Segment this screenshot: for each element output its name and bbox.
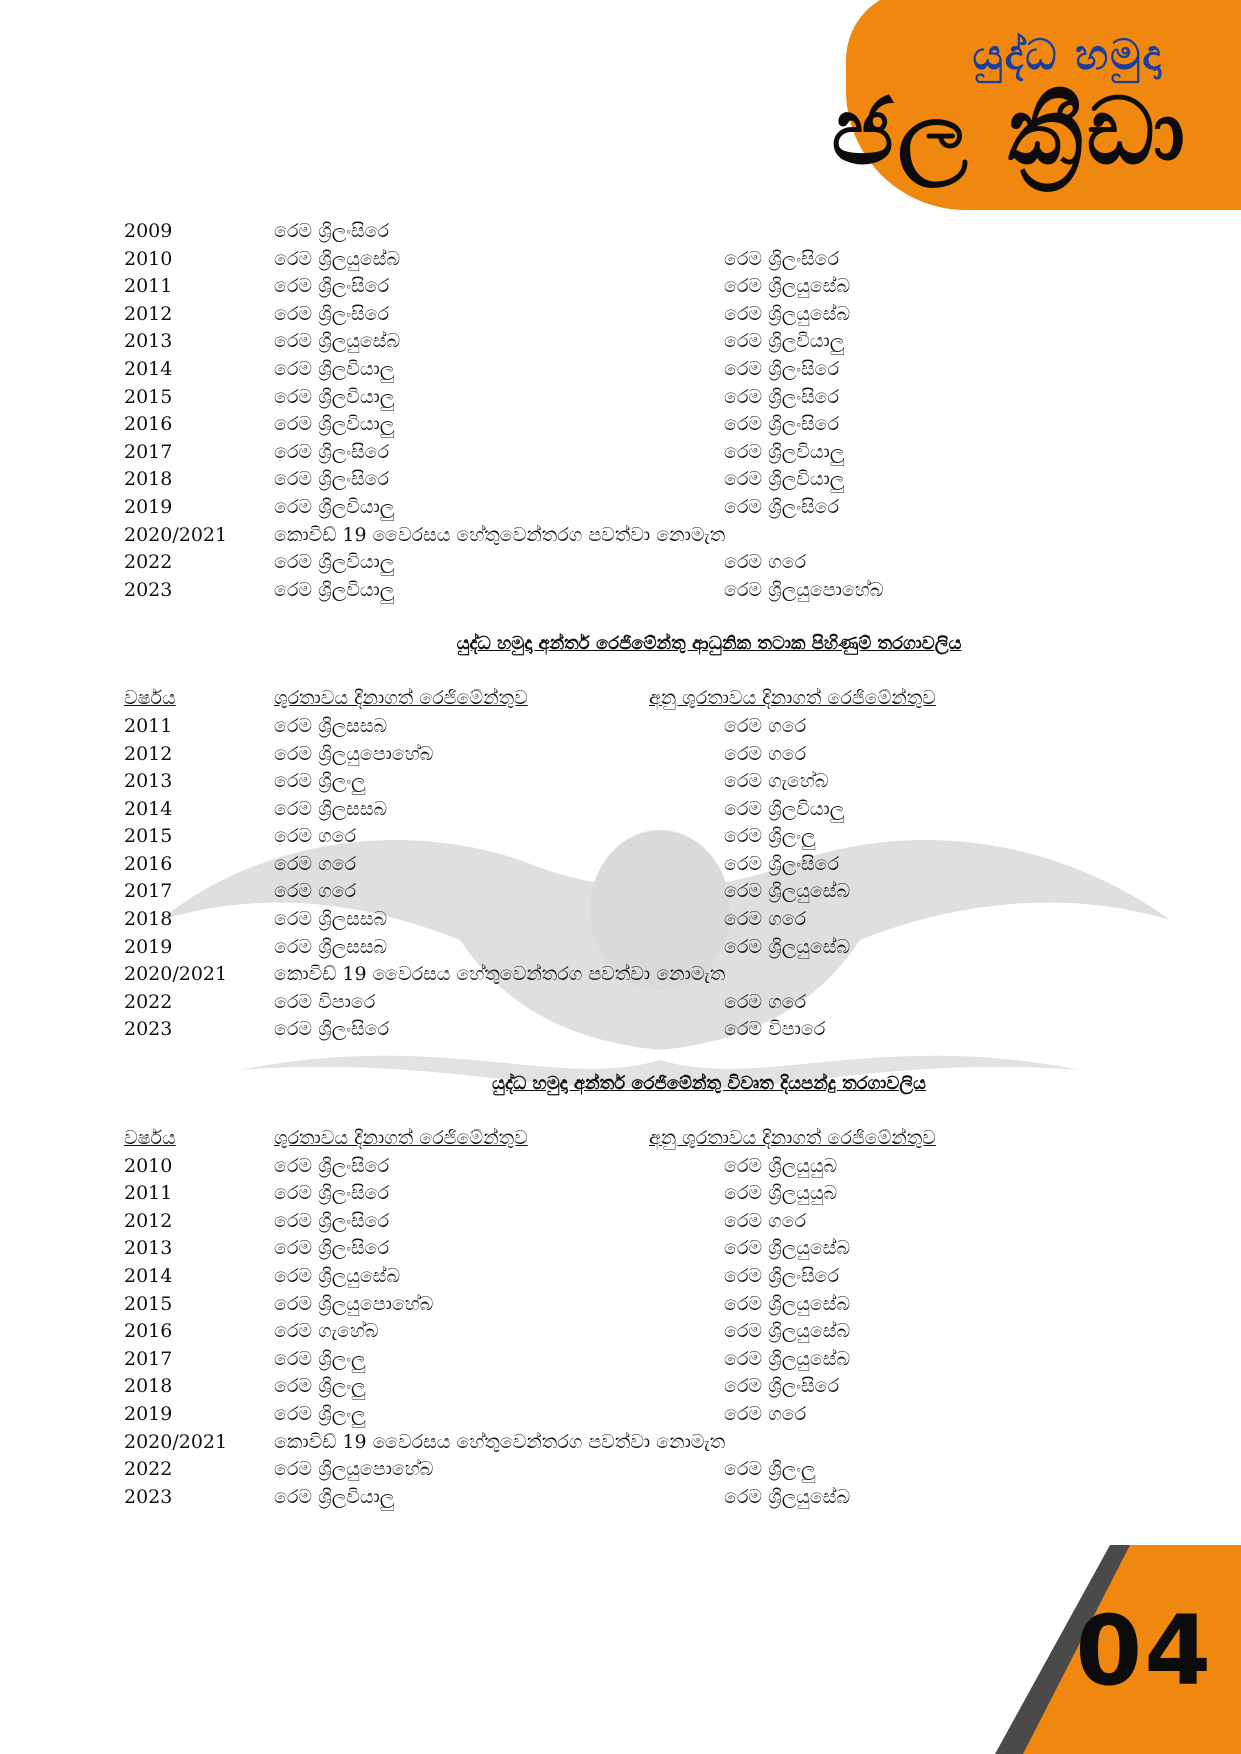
table-row <box>124 1153 1124 1181</box>
page-number: 04 <box>1075 1595 1213 1707</box>
champion-cell: රෙම ශ්‍රිලවියාලු <box>274 1485 395 1508</box>
spacer <box>124 1044 1124 1070</box>
runner-up-cell: රෙම ශ්‍රිලංසිරෙ <box>724 495 840 518</box>
header-year: වර්ෂය <box>124 1127 176 1150</box>
champion-cell: රෙම ගරෙ <box>274 852 357 875</box>
runner-up-cell: රෙම ගරෙ <box>724 714 807 737</box>
champion-cell: රෙම ශ්‍රිලංසිරෙ <box>274 302 390 325</box>
runner-up-cell: රෙම ගරෙ <box>724 742 807 765</box>
year-cell: 2014 <box>124 797 173 820</box>
champion-cell: රෙම ශ්‍රිලංසිරෙ <box>274 220 390 242</box>
champion-cell: රෙම ශ්‍රිලවියාලු <box>274 357 395 380</box>
champion-cell: රෙම ගරෙ <box>274 825 357 848</box>
runner-up-cell <box>724 218 1084 246</box>
runner-up-cell: රෙම ගරෙ <box>724 1209 807 1232</box>
year-cell: 2017 <box>124 880 173 903</box>
year-cell: 2015 <box>124 825 173 848</box>
year-cell: 2015 <box>124 385 173 408</box>
table-row <box>124 273 1124 301</box>
covid-notice-row <box>124 961 1124 989</box>
runner-up-cell: රෙම ශ්‍රිලවියාලු <box>724 440 845 463</box>
year-cell: 2019 <box>124 495 173 518</box>
year-cell: 2020/2021 <box>124 523 228 546</box>
year-cell: 2017 <box>124 1347 173 1370</box>
table-row <box>124 934 1124 962</box>
runner-up-cell: රෙම ශ්‍රිලංසිරෙ <box>724 1265 840 1287</box>
year-cell: 2020/2021 <box>124 963 228 986</box>
year-cell: 2010 <box>124 1154 173 1177</box>
table-row <box>124 851 1124 879</box>
champion-cell: රෙම විපාරෙ <box>274 990 376 1013</box>
champion-cell: රෙම ශ්‍රිලංලු <box>274 1402 366 1425</box>
header-title: ජල ක්‍රීඩා <box>831 78 1189 185</box>
runner-up-cell: රෙම ශ්‍රිලංසිරෙ <box>724 413 840 436</box>
table-row <box>124 577 1124 605</box>
covid-notice-row <box>124 522 1124 550</box>
table-row <box>124 1016 1124 1044</box>
runner-up-cell: රෙම ශ්‍රිලයුසේබ <box>724 1292 851 1315</box>
table-row <box>124 741 1124 769</box>
runner-up-cell: රෙම ගරෙ <box>724 990 807 1013</box>
runner-up-cell: රෙම ශ්‍රිලංසිරෙ <box>724 385 840 408</box>
header-subtitle: යුද්ධ හමුදා <box>972 30 1163 79</box>
year-cell: 2018 <box>124 468 173 491</box>
runner-up-cell: රෙම ශ්‍රිලංසිරෙ <box>724 247 840 270</box>
table-row <box>124 1208 1124 1236</box>
champion-cell: රෙම ශ්‍රිලයුසේබ <box>274 330 401 353</box>
runner-up-cell: රෙම ශ්‍රිලයුසේබ <box>724 1485 851 1508</box>
year-cell: 2023 <box>124 1018 173 1041</box>
table-row <box>124 356 1124 384</box>
champion-cell: රෙම ශ්‍රිලසසබ <box>274 935 388 958</box>
header-champion: ශුරතාවය දිනාගත් රෙජිමේන්තුව <box>274 1127 528 1150</box>
champion-cell: රෙම ගරෙ <box>274 880 357 903</box>
year-cell: 2018 <box>124 908 173 931</box>
header-runner-up: අනු ශුරතාවය දිනාගත් රෙජිමේන්තුව <box>649 1127 936 1150</box>
table-row <box>124 439 1124 467</box>
table-row <box>124 1484 1124 1512</box>
header-champion: ශුරතාවය දිනාගත් රෙජිමේන්තුව <box>274 687 528 710</box>
covid-notice-text: කොවිඩ් 19 වෛරසය හේතුවෙන්තරග පවත්වා නොමැත <box>274 523 726 546</box>
champion-cell: රෙම ශ්‍රිලසසබ <box>274 908 388 931</box>
champion-cell: රෙම ශ්‍රිලංලු <box>274 1375 366 1398</box>
champion-cell: රෙම ශ්‍රිලවියාලු <box>274 385 395 408</box>
year-cell: 2014 <box>124 357 173 380</box>
spacer <box>124 658 1124 685</box>
runner-up-cell: රෙම ශ්‍රිලංලු <box>724 825 816 848</box>
table-row <box>124 1263 1124 1291</box>
table-row <box>124 1346 1124 1374</box>
runner-up-cell: රෙම ගරෙ <box>724 908 807 931</box>
runner-up-cell: රෙම ශ්‍රිලයුසේබ <box>724 1320 851 1343</box>
year-cell: 2013 <box>124 770 173 793</box>
table-row <box>124 823 1124 851</box>
table-row <box>124 549 1124 577</box>
year-cell: 2017 <box>124 440 173 463</box>
runner-up-cell: රෙම ශ්‍රිලයුසේබ <box>724 935 851 958</box>
champion-cell: රෙම ශ්‍රිලයුපොහේබ <box>274 1292 434 1315</box>
table-row <box>124 906 1124 934</box>
table-row <box>124 878 1124 906</box>
table-row <box>124 1373 1124 1401</box>
year-cell: 2009 <box>124 220 173 242</box>
year-cell: 2011 <box>124 275 173 298</box>
table-row <box>124 1318 1124 1346</box>
champion-cell: රෙම ශ්‍රිලංලු <box>274 770 366 793</box>
table-row <box>124 796 1124 824</box>
champion-cell: රෙම ශ්‍රිලංලු <box>274 1347 366 1370</box>
champion-cell: රෙම ශ්‍රිලවියාලු <box>274 578 395 601</box>
runner-up-cell: රෙම ගරෙ <box>724 551 807 574</box>
champion-cell: රෙම ශ්‍රිලසසබ <box>274 714 388 737</box>
champion-cell: රෙම ශ්‍රිලංසිරෙ <box>274 1237 390 1260</box>
champion-cell: රෙම ශ්‍රිලංසිරෙ <box>274 1182 390 1205</box>
year-cell: 2011 <box>124 1182 173 1205</box>
champion-cell: රෙම ශ්‍රිලයුසේබ <box>274 247 401 270</box>
year-cell: 2012 <box>124 1209 173 1232</box>
champion-cell: රෙම ශ්‍රිලයුපොහේබ <box>274 742 434 765</box>
table-row <box>124 411 1124 439</box>
champion-cell: රෙම ශ්‍රිලයුසේබ <box>274 1265 401 1287</box>
results-content <box>124 218 1124 1511</box>
champion-cell: රෙම ශ්‍රිලංසිරෙ <box>274 440 390 463</box>
year-cell: 2023 <box>124 578 173 601</box>
year-cell: 2019 <box>124 935 173 958</box>
year-cell: 2012 <box>124 742 173 765</box>
year-cell: 2023 <box>124 1485 173 1508</box>
runner-up-cell: රෙම ශ්‍රිලංසිරෙ <box>724 357 840 380</box>
runner-up-cell: රෙම ශ්‍රිලයුයුබ <box>724 1154 838 1177</box>
year-cell: 2022 <box>124 1458 173 1481</box>
table-row <box>124 384 1124 412</box>
champion-cell: රෙම ශ්‍රිලංසිරෙ <box>274 1154 390 1177</box>
runner-up-cell: රෙම ශ්‍රිලවියාලු <box>724 468 845 491</box>
year-cell: 2020/2021 <box>124 1430 228 1453</box>
runner-up-cell: රෙම ශ්‍රිලංසිරෙ <box>724 852 840 875</box>
table-row <box>124 246 1124 274</box>
header-runner-up: අනු ශුරතාවය දිනාගත් රෙජිමේන්තුව <box>649 687 936 710</box>
runner-up-cell: රෙම ශ්‍රිලයුපොහේබ <box>724 578 884 601</box>
runner-up-cell: රෙම විපාරෙ <box>724 1018 826 1041</box>
year-cell: 2013 <box>124 1237 173 1260</box>
year-cell: 2013 <box>124 330 173 353</box>
table-row <box>124 1291 1124 1319</box>
table-row <box>124 218 1124 246</box>
champion-cell: රෙම ශ්‍රිලංසිරෙ <box>274 1209 390 1232</box>
champion-cell: රෙම ශ්‍රිලයුපොහේබ <box>274 1458 434 1481</box>
header-year: වර්ෂය <box>124 687 176 710</box>
table-row <box>124 1235 1124 1263</box>
champion-cell: රෙම ශ්‍රිලංසිරෙ <box>274 468 390 491</box>
year-cell: 2018 <box>124 1375 173 1398</box>
runner-up-cell: රෙම ශ්‍රිලවියාලු <box>724 797 845 820</box>
runner-up-cell: රෙම ශ්‍රිලයුසේබ <box>724 1237 851 1260</box>
runner-up-cell: රෙම ශ්‍රිලයුසේබ <box>724 880 851 903</box>
champion-cell: රෙම ශ්‍රිලසසබ <box>274 797 388 820</box>
year-cell: 2014 <box>124 1265 173 1287</box>
table-row <box>124 494 1124 522</box>
year-cell: 2012 <box>124 302 173 325</box>
runner-up-cell: රෙම ගරෙ <box>724 1402 807 1425</box>
runner-up-cell: රෙම ශ්‍රිලයුයුබ <box>724 1182 838 1205</box>
table-row <box>124 328 1124 356</box>
covid-notice-row <box>124 1429 1124 1457</box>
champion-cell: රෙම ශ්‍රිලංසිරෙ <box>274 275 390 298</box>
year-cell: 2019 <box>124 1402 173 1425</box>
table-row <box>124 1456 1124 1484</box>
section-3-title: යුද්ධ හමුදා අන්තර් රෙජිමේන්තු විවෘත දියපන්දු තරගාවලිය <box>492 1073 926 1095</box>
spacer <box>124 1098 1124 1125</box>
year-cell: 2016 <box>124 852 173 875</box>
section-1-table <box>124 218 1124 604</box>
champion-cell: රෙම ශ්‍රිලවියාලු <box>274 551 395 574</box>
year-cell: 2015 <box>124 1292 173 1315</box>
champion-cell: රෙම ශ්‍රිලවියාලු <box>274 413 395 436</box>
year-cell: 2022 <box>124 990 173 1013</box>
year-cell: 2016 <box>124 1320 173 1343</box>
runner-up-cell: රෙම ශ්‍රිලවියාලු <box>724 330 845 353</box>
runner-up-cell: රෙම ශ්‍රිලයුසේබ <box>724 302 851 325</box>
section-2-title: යුද්ධ හමුදා අන්තර් රෙජිමේන්තු ආධුනික තටාක පිහිණුම් තරගාවලිය <box>456 633 962 655</box>
table-row <box>124 466 1124 494</box>
table-row <box>124 989 1124 1017</box>
covid-notice-text: කොවිඩ් 19 වෛරසය හේතුවෙන්තරග පවත්වා නොමැත <box>274 1430 726 1453</box>
runner-up-cell: රෙම ගැහේබ <box>724 770 829 793</box>
year-cell: 2010 <box>124 247 173 270</box>
section-3-header-row <box>124 1125 1124 1153</box>
spacer <box>124 604 1124 630</box>
year-cell: 2022 <box>124 551 173 574</box>
table-row <box>124 1401 1124 1429</box>
runner-up-cell: රෙම ශ්‍රිලයුසේබ <box>724 1347 851 1370</box>
table-row <box>124 713 1124 741</box>
section-2-header-row <box>124 685 1124 713</box>
table-row <box>124 1180 1124 1208</box>
year-cell: 2016 <box>124 413 173 436</box>
runner-up-cell: රෙම ශ්‍රිලංලු <box>724 1458 816 1481</box>
runner-up-cell: රෙම ශ්‍රිලංසිරෙ <box>724 1375 840 1398</box>
champion-cell: රෙම ගැහේබ <box>274 1320 379 1343</box>
table-row <box>124 768 1124 796</box>
runner-up-cell: රෙම ශ්‍රිලයුසේබ <box>724 275 851 298</box>
covid-notice-text: කොවිඩ් 19 වෛරසය හේතුවෙන්තරග පවත්වා නොමැත <box>274 963 726 986</box>
table-row <box>124 301 1124 329</box>
champion-cell: රෙම ශ්‍රිලංසිරෙ <box>274 1018 390 1041</box>
year-cell: 2011 <box>124 714 173 737</box>
champion-cell: රෙම ශ්‍රිලවියාලු <box>274 495 395 518</box>
